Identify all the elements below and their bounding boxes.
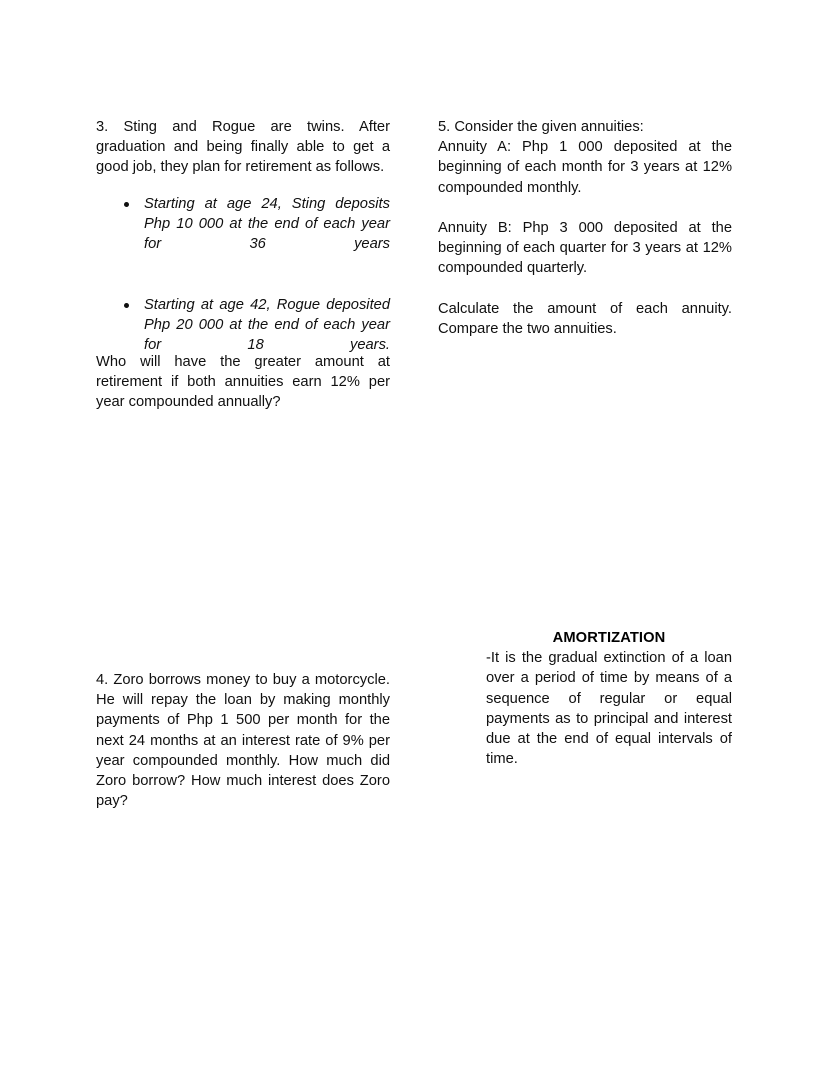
bullet-dot-icon [124, 303, 129, 308]
question-4-text: 4. Zoro borrows money to buy a motorcycle. He will repay the loan by making monthly payments of Php 1 500 per month for the next 24 months at an interest rate of 9% per year compounded monthly. How much did Zoro borrow? How much interest does Zoro pay? [96, 672, 390, 810]
bullet-dot-icon [124, 202, 129, 207]
question-5-closing: Calculate the amount of each annuity. Compare the two annuities. [438, 300, 732, 337]
list-item-label: Starting at age 42, Rogue deposited Php 20 000 at the end of each year for 18 years. [144, 297, 390, 354]
question-5 [438, 117, 732, 339]
question-5-intro: 5. Consider the given annuities: [438, 119, 644, 135]
list-item [96, 194, 390, 275]
amortization-note [486, 628, 732, 769]
question-4 [96, 670, 390, 811]
question-5-annuity-a: Annuity A: Php 1 000 deposited at the beginning of each month for 3 years at 12% compounded monthly. [438, 139, 732, 196]
question-3-intro [96, 117, 390, 178]
amortization-body: -It is the gradual extinction of a loan over a period of time by means of a sequence of regular or equal payments as to principal and interest due at the end of equal intervals of time. [486, 650, 732, 768]
question-5-annuity-b: Annuity B: Php 3 000 deposited at the beginning of each quarter for 3 years at 12% compounded quarterly. [438, 220, 732, 277]
amortization-title: AMORTIZATION [552, 630, 666, 646]
question-3-bullet-list [96, 194, 390, 376]
question-3-intro-text: 3. Sting and Rogue are twins. After graduation and being finally able to get a good job, they plan for retirement as follows. [96, 119, 390, 176]
question-3-closing-text: Who will have the greater amount at retirement if both annuities earn 12% per year compounded annually? [96, 354, 390, 411]
list-item-label: Starting at age 24, Sting deposits Php 10 000 at the end of each year for 36 years [144, 196, 390, 253]
question-3-closing [96, 352, 390, 413]
